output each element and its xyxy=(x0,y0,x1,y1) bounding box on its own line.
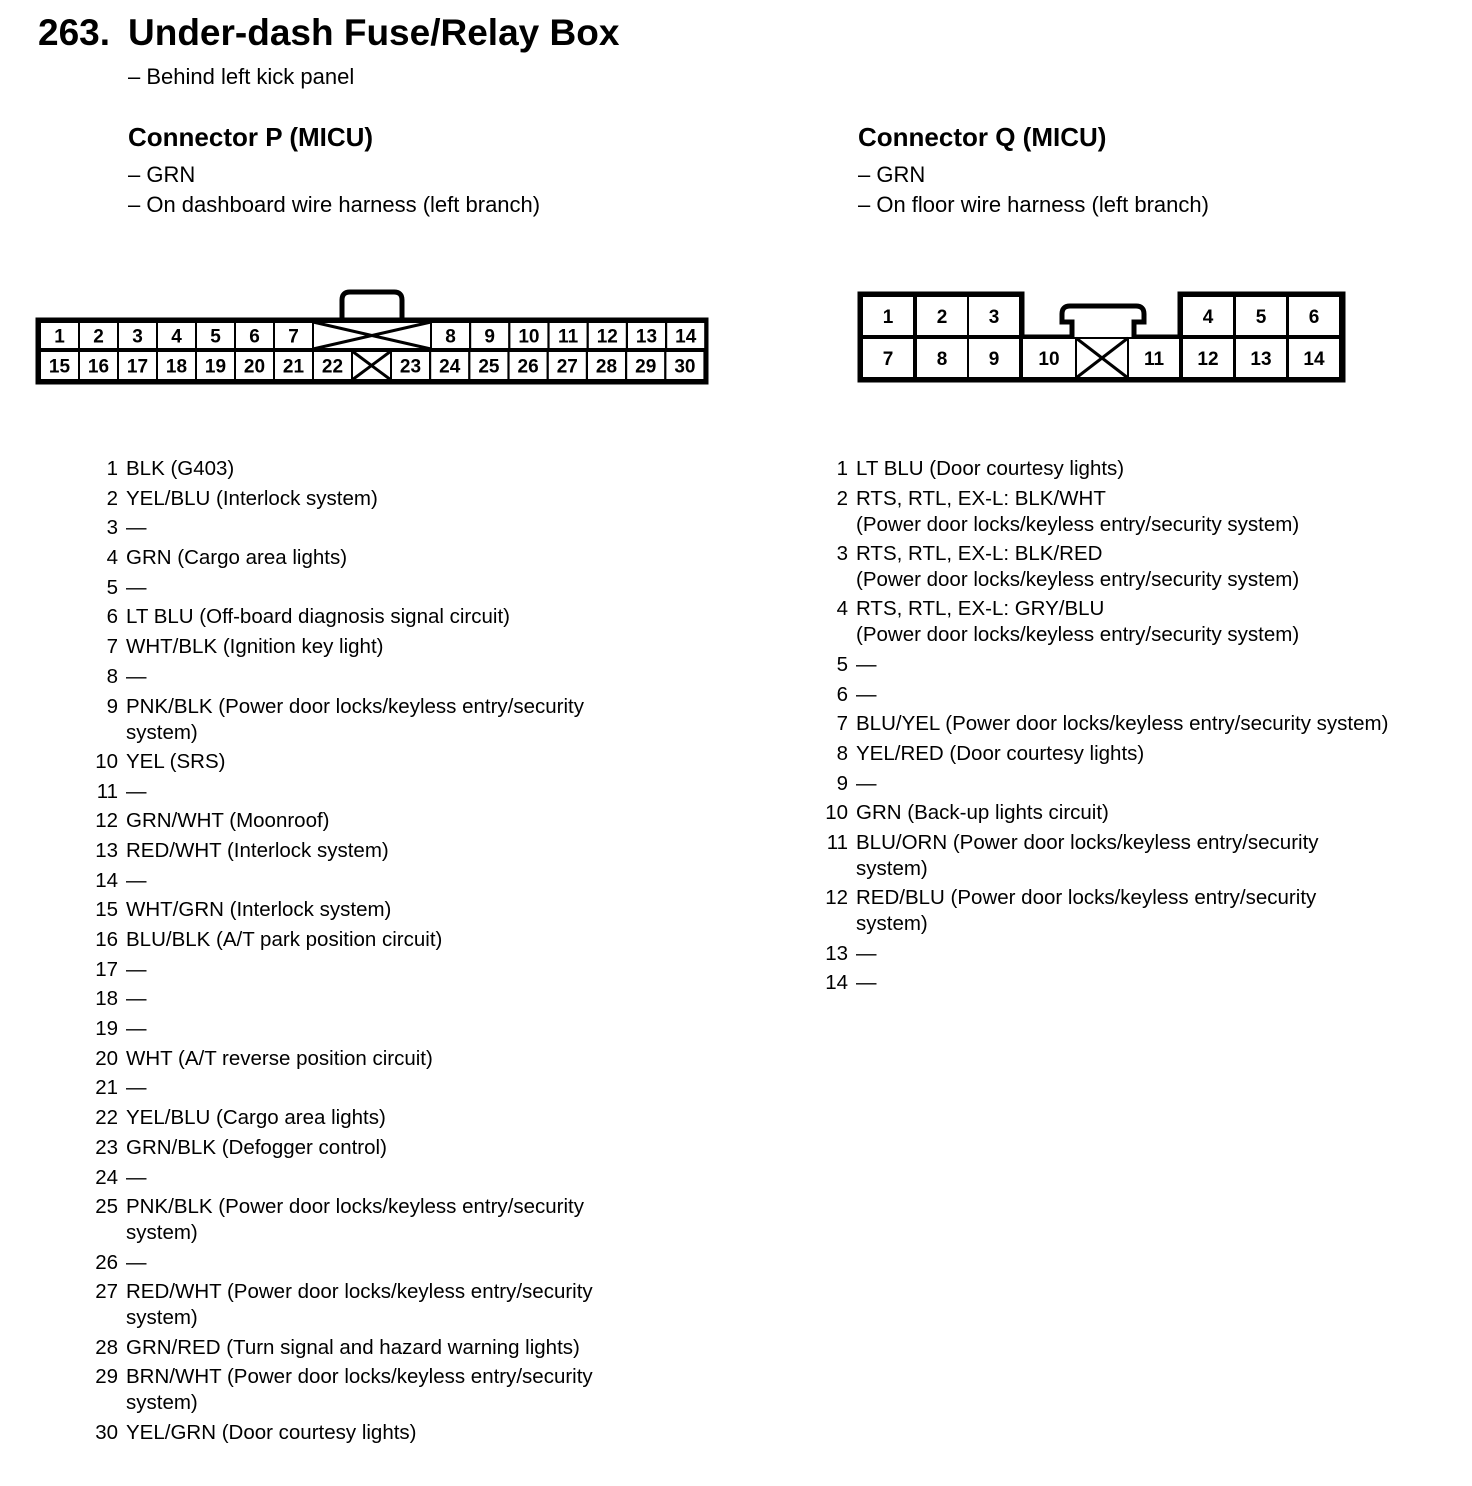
connector-p-pin-number: 7 xyxy=(106,635,118,659)
connector-p-pin-number: 27 xyxy=(95,1280,118,1304)
connector-q-cavity-label: 12 xyxy=(1197,349,1219,370)
connector-p-pin-number: 1 xyxy=(106,457,118,480)
connector-q-cavity-label: 6 xyxy=(1308,307,1320,328)
connector-p-pin-row-19 xyxy=(82,1016,702,1046)
connector-p-pin-row-15 xyxy=(82,897,702,927)
connector-p-pin-number: 5 xyxy=(106,575,118,599)
connector-p-pin-row-21 xyxy=(82,1075,702,1105)
connector-p-pin-number: 16 xyxy=(95,928,118,952)
connector-p-pin-number: 24 xyxy=(95,1165,118,1189)
connector-p-pin-number: 29 xyxy=(95,1365,118,1389)
connector-q-cavity-label: 2 xyxy=(936,307,948,328)
connector-p-pin-row-13 xyxy=(82,838,702,868)
connector-p-cavity-label: 21 xyxy=(282,356,305,378)
connector-q-pin-number: 5 xyxy=(836,652,848,676)
connector-q-pin-description: — xyxy=(856,941,877,965)
connector-p-pin-row-8 xyxy=(82,664,702,694)
connector-p-pin-description: — xyxy=(126,1165,147,1189)
connector-q-pin-description: RTS, RTL, EX-L: BLK/RED (Power door locks/keyless entry/security system) xyxy=(856,542,1300,592)
connector-p-pin-description: GRN/BLK (Defogger control) xyxy=(126,1135,387,1159)
connector-q-pin-row-1 xyxy=(812,456,1452,486)
connector-q-pin-description: LT BLU (Door courtesy lights) xyxy=(856,457,1125,480)
connector-p-pin-number: 4 xyxy=(106,546,118,570)
connector-q-pin-description: GRN (Back-up lights circuit) xyxy=(856,801,1109,825)
connector-p-pin-row-27 xyxy=(82,1279,702,1334)
connector-p-pin-row-1 xyxy=(82,456,702,486)
connector-p-pin-number: 19 xyxy=(95,1017,118,1041)
connector-p-pin-number: 22 xyxy=(95,1106,118,1130)
connector-p-pin-description: RED/WHT (Power door locks/keyless entry/security system) xyxy=(126,1280,593,1330)
connector-p-pin-description: — xyxy=(126,868,147,892)
connector-p-pin-description: BLU/BLK (A/T park position circuit) xyxy=(126,928,443,952)
connector-q-pin-description: — xyxy=(856,971,877,995)
connector-q-pin-list xyxy=(812,456,1452,1000)
connector-p-cavity-label: 17 xyxy=(126,356,149,378)
connector-p-pin-number: 18 xyxy=(95,987,118,1011)
connector-p-pin-number: 15 xyxy=(95,898,118,922)
connector-p-cavity-label: 14 xyxy=(675,326,697,348)
connector-p-cavity-label: 24 xyxy=(439,356,461,378)
connector-q-face-diagram xyxy=(0,0,1472,420)
connector-p-pin-row-23 xyxy=(82,1135,702,1165)
connector-q-pin-row-2 xyxy=(812,486,1452,541)
location-note: – Behind left kick panel xyxy=(128,64,355,89)
connector-p-pin-number: 23 xyxy=(95,1135,118,1159)
connector-q-pin-number: 8 xyxy=(836,741,848,765)
connector-q-pin-number: 2 xyxy=(836,486,848,510)
connector-p-pin-description: — xyxy=(126,516,147,540)
connector-p-harness: – On dashboard wire harness (left branch) xyxy=(128,192,541,217)
connector-p-cavity-label: 8 xyxy=(445,326,456,348)
connector-p-pin-description: GRN/RED (Turn signal and hazard warning lights) xyxy=(126,1335,580,1359)
connector-p-pin-description: — xyxy=(126,575,147,599)
connector-q-cavity-label: 3 xyxy=(988,307,1000,328)
connector-p-cavity-label: 6 xyxy=(249,326,260,348)
connector-p-pin-row-26 xyxy=(82,1250,702,1280)
connector-p-pin-number: 30 xyxy=(95,1420,118,1444)
connector-p-pin-description: PNK/BLK (Power door locks/keyless entry/security system) xyxy=(126,694,584,744)
connector-p-pin-description: — xyxy=(126,957,147,981)
connector-q-cavity-label: 5 xyxy=(1255,307,1267,328)
connector-q-cavity-label: 7 xyxy=(882,349,894,370)
connector-q-pin-row-11 xyxy=(812,830,1452,885)
connector-p-pin-description: — xyxy=(126,1250,147,1274)
connector-p-pin-number: 6 xyxy=(106,605,118,629)
connector-p-cavity-label: 1 xyxy=(54,326,65,348)
connector-p-pin-row-4 xyxy=(82,545,702,575)
connector-p-pin-number: 14 xyxy=(95,868,118,892)
connector-q-pin-description: — xyxy=(856,771,877,795)
connector-p-pin-description: — xyxy=(126,1076,147,1100)
connector-p-pin-description: — xyxy=(126,664,147,688)
connector-p-cavity-label: 19 xyxy=(204,356,227,378)
connector-p-cavity-label: 26 xyxy=(517,356,539,378)
connector-p-pin-description: PNK/BLK (Power door locks/keyless entry/security system) xyxy=(126,1195,584,1245)
connector-p-pin-row-24 xyxy=(82,1165,702,1195)
connector-p-pin-description: YEL/GRN (Door courtesy lights) xyxy=(126,1420,417,1444)
connector-p-pin-description: — xyxy=(126,1017,147,1041)
connector-p-pin-description: GRN (Cargo area lights) xyxy=(126,546,348,570)
connector-p-pin-row-6 xyxy=(82,604,702,634)
connector-p-pin-row-5 xyxy=(82,575,702,605)
connector-p-cavity-label: 7 xyxy=(288,326,299,348)
connector-q-pin-row-5 xyxy=(812,652,1452,682)
connector-q-cavity-label: 13 xyxy=(1250,349,1272,370)
connector-q-cavity-label: 1 xyxy=(882,307,894,328)
connector-p-pin-number: 10 xyxy=(95,749,118,773)
connector-p-pin-row-10 xyxy=(82,749,702,779)
connector-p-pin-row-11 xyxy=(82,779,702,809)
connector-p-cavity-label: 5 xyxy=(210,326,221,348)
connector-p-pin-description: — xyxy=(126,779,147,803)
connector-q-pin-number: 12 xyxy=(825,886,848,910)
connector-p-cavity-label: 10 xyxy=(518,326,540,348)
connector-q-pin-row-13 xyxy=(812,941,1452,971)
connector-q-pin-row-12 xyxy=(812,885,1452,940)
connector-q-pin-description: RED/BLU (Power door locks/keyless entry/security system) xyxy=(856,886,1317,936)
connector-p-pin-row-14 xyxy=(82,868,702,898)
connector-p-pin-description: LT BLU (Off-board diagnosis signal circuit) xyxy=(126,605,510,629)
connector-p-cavity-label: 16 xyxy=(87,356,110,378)
connector-q-cavity-label: 10 xyxy=(1038,349,1060,370)
connector-q-pin-row-10 xyxy=(812,800,1452,830)
connector-p-cavity-label: 13 xyxy=(635,326,658,348)
connector-q-pin-number: 7 xyxy=(836,712,848,736)
connector-p-cavity-label: 23 xyxy=(399,356,422,378)
connector-q-heading: Connector Q (MICU) xyxy=(858,122,1107,152)
connector-p-pin-number: 12 xyxy=(95,809,118,833)
connector-p-cavity-label: 11 xyxy=(558,326,579,348)
connector-p-pin-row-20 xyxy=(82,1046,702,1076)
connector-p-pin-number: 9 xyxy=(106,694,118,718)
page-number: 263. xyxy=(38,12,111,53)
connector-p-cavity-label: 2 xyxy=(93,326,104,348)
connector-p-pin-description: — xyxy=(126,987,147,1011)
connector-q-pin-number: 14 xyxy=(825,971,848,995)
connector-p-cavity-label: 4 xyxy=(171,326,182,348)
connector-p-pin-row-9 xyxy=(82,694,702,749)
connector-q-cavity-label: 9 xyxy=(988,349,1000,370)
connector-q-cavity-label: 8 xyxy=(936,349,948,370)
connector-p-pin-row-12 xyxy=(82,808,702,838)
connector-q-pin-description: RTS, RTL, EX-L: GRY/BLU (Power door locks/keyless entry/security system) xyxy=(856,597,1300,647)
connector-q-pin-row-14 xyxy=(812,970,1452,1000)
connector-p-pin-list xyxy=(82,456,702,1449)
connector-q-pin-number: 6 xyxy=(836,682,848,706)
connector-p-cavity-label: 29 xyxy=(635,356,657,378)
connector-p-color: – GRN xyxy=(128,162,196,187)
connector-p-cavity-label: 9 xyxy=(484,326,495,348)
connector-q-pin-row-7 xyxy=(812,711,1452,741)
connector-q-pin-description: RTS, RTL, EX-L: BLK/WHT (Power door locks/keyless entry/security system) xyxy=(856,486,1300,536)
connector-p-pin-description: WHT/GRN (Interlock system) xyxy=(126,898,392,922)
connector-p-cavity-label: 18 xyxy=(165,356,188,378)
connector-p-pin-number: 20 xyxy=(95,1046,118,1070)
connector-p-pin-row-7 xyxy=(82,634,702,664)
connector-q-cavity-label: 14 xyxy=(1303,349,1325,370)
connector-q-pin-row-9 xyxy=(812,771,1452,801)
connector-q-color: – GRN xyxy=(858,162,926,187)
connector-q-cavity-label: 11 xyxy=(1143,349,1165,370)
connector-p-pin-number: 21 xyxy=(95,1076,118,1100)
connector-p-cavity-label: 3 xyxy=(132,326,143,348)
connector-q-pin-row-8 xyxy=(812,741,1452,771)
connector-p-pin-number: 8 xyxy=(106,664,118,688)
connector-p-pin-row-29 xyxy=(82,1364,702,1419)
connector-p-pin-description: WHT/BLK (Ignition key light) xyxy=(126,635,384,659)
connector-q-pin-number: 10 xyxy=(825,801,848,825)
connector-q-pin-description: YEL/RED (Door courtesy lights) xyxy=(856,741,1145,765)
connector-q-pin-number: 3 xyxy=(836,542,848,566)
connector-q-pin-number: 1 xyxy=(836,457,848,480)
connector-p-pin-description: YEL (SRS) xyxy=(126,749,226,773)
connector-q-harness: – On floor wire harness (left branch) xyxy=(858,192,1209,217)
connector-q-pin-description: — xyxy=(856,652,877,676)
connector-q-pin-description: — xyxy=(856,682,877,706)
connector-p-cavity-label: 12 xyxy=(596,326,618,348)
connector-p-pin-description: WHT (A/T reverse position circuit) xyxy=(126,1046,433,1070)
connector-q-pin-number: 9 xyxy=(836,771,848,795)
connector-q-pin-number: 11 xyxy=(826,830,848,854)
connector-p-cavity-label: 27 xyxy=(556,356,578,378)
connector-p-pin-row-17 xyxy=(82,957,702,987)
connector-p-heading: Connector P (MICU) xyxy=(128,122,374,152)
connector-p-pin-row-16 xyxy=(82,927,702,957)
connector-p-pin-row-30 xyxy=(82,1420,702,1450)
connector-p-pin-description: RED/WHT (Interlock system) xyxy=(126,838,389,862)
connector-p-pin-number: 3 xyxy=(106,516,118,540)
connector-p-cavity-label: 20 xyxy=(243,356,266,378)
connector-p-pin-description: BRN/WHT (Power door locks/keyless entry/security system) xyxy=(126,1365,593,1415)
connector-p-cavity-label: 28 xyxy=(595,356,618,378)
connector-p-cavity-label: 25 xyxy=(478,356,500,378)
connector-q-pin-row-6 xyxy=(812,682,1452,712)
connector-p-pin-number: 25 xyxy=(95,1195,118,1219)
connector-p-pin-row-25 xyxy=(82,1194,702,1249)
connector-p-pin-number: 28 xyxy=(95,1335,118,1359)
connector-p-pin-number: 17 xyxy=(95,957,118,981)
connector-q-pin-description: BLU/ORN (Power door locks/keyless entry/security system) xyxy=(856,830,1319,880)
connector-p-pin-description: BLK (G403) xyxy=(126,457,235,480)
connector-p-pin-number: 11 xyxy=(96,779,118,803)
connector-p-pin-number: 26 xyxy=(95,1250,118,1274)
connector-p-pin-number: 2 xyxy=(106,486,118,510)
connector-p-cavity-label: 15 xyxy=(48,356,71,378)
page-title-text: Under-dash Fuse/Relay Box xyxy=(128,12,620,53)
connector-p-pin-row-2 xyxy=(82,486,702,516)
connector-p-pin-row-3 xyxy=(82,515,702,545)
connector-p-pin-description: YEL/BLU (Cargo area lights) xyxy=(126,1106,386,1130)
connector-q-pin-number: 13 xyxy=(825,941,848,965)
connector-q-pin-description: BLU/YEL (Power door locks/keyless entry/security system) xyxy=(856,712,1389,736)
connector-q-cavity-label: 4 xyxy=(1202,307,1214,328)
connector-p-pin-description: GRN/WHT (Moonroof) xyxy=(126,809,330,833)
connector-p-pin-row-18 xyxy=(82,986,702,1016)
connector-p-pin-number: 13 xyxy=(95,838,118,862)
connector-q-pin-number: 4 xyxy=(836,597,848,621)
connector-q-latch xyxy=(1062,306,1144,340)
connector-q-pin-row-4 xyxy=(812,596,1452,651)
connector-p-pin-row-22 xyxy=(82,1105,702,1135)
connector-p-pin-description: YEL/BLU (Interlock system) xyxy=(126,486,378,510)
connector-p-cavity-label: 22 xyxy=(321,356,344,378)
connector-q-pin-row-3 xyxy=(812,541,1452,596)
connector-p-cavity-label: 30 xyxy=(674,356,696,378)
connector-p-pin-row-28 xyxy=(82,1335,702,1365)
